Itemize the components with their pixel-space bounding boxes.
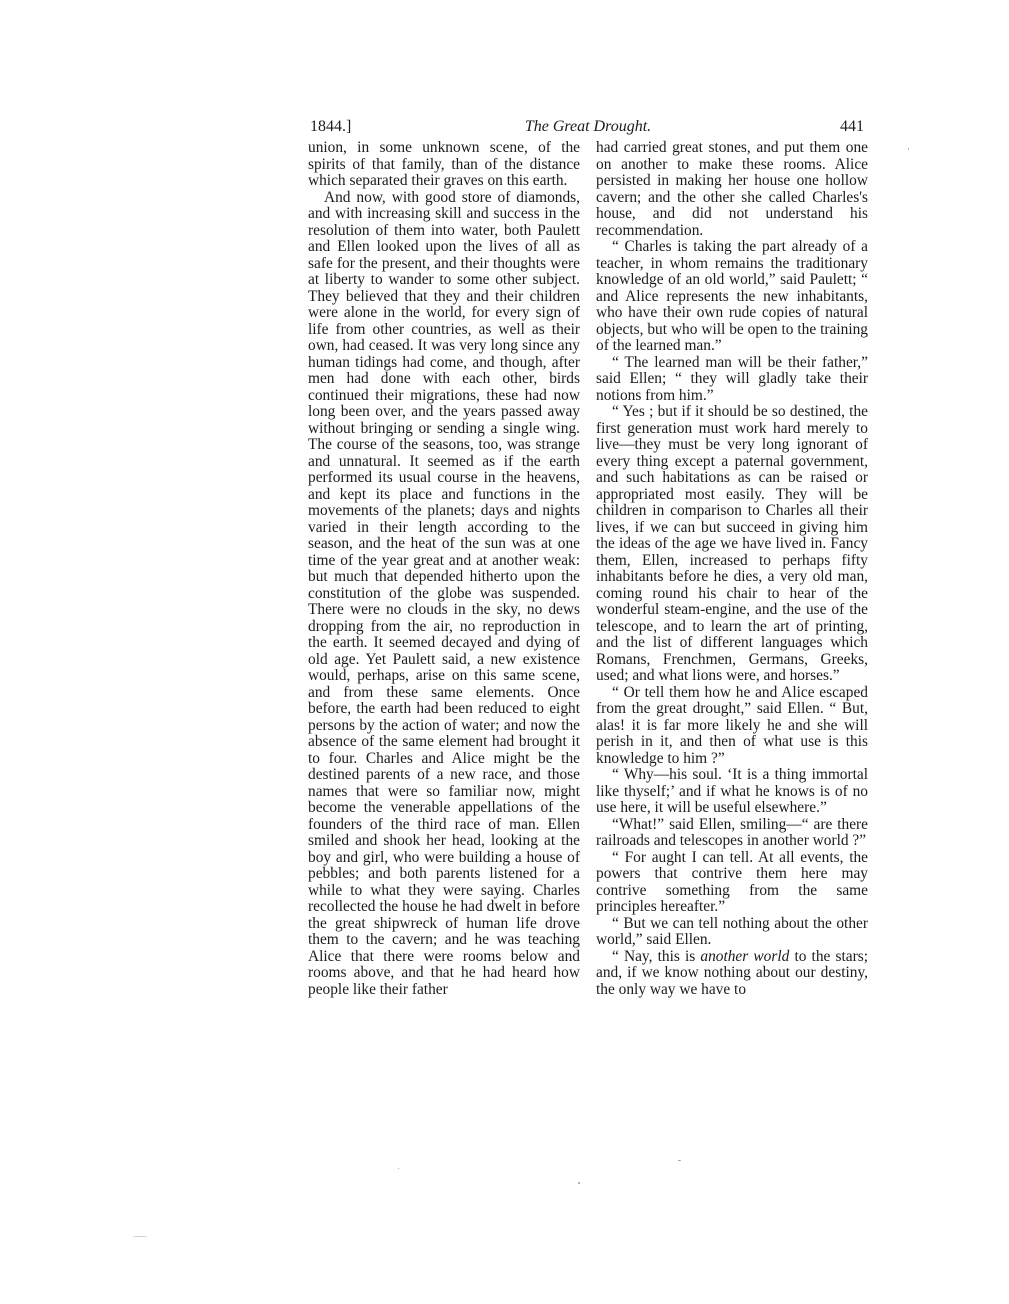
text-run: to the stars; and, if we know nothing about our destiny, the only way we have to — [596, 947, 868, 998]
left-column — [308, 140, 580, 998]
paragraph: “ Or tell them how he and Alice escaped from the great drought,” said Ellen. “ But, alas! it is far more likely he and she will perish in it, and then of what use is this knowledge to him ?” — [596, 683, 868, 767]
text-columns — [308, 140, 868, 998]
scan-speck — [678, 1160, 681, 1161]
paragraph: “ Why—his soul. ‘It is a thing immortal like thyself;’ and if what he knows is of no use here, it will be useful elsewhere.” — [596, 766, 868, 816]
right-column — [596, 140, 868, 998]
page-number: 441 — [840, 118, 864, 135]
scan-speck — [578, 1182, 580, 1184]
scan-speck — [132, 1236, 148, 1237]
text-run: “ Nay, this is — [612, 947, 701, 965]
paragraph: “ The learned man will be their father,” said Ellen; “ they will gladly take their notions from him.” — [596, 353, 868, 404]
paragraph — [596, 949, 868, 999]
paragraph: had carried great stones, and put them one on another to make these rooms. Alice persisted in making her house one hollow cavern; and the other she called Charles's house, and did not understand his recommendation. — [596, 139, 868, 239]
scan-speck — [908, 148, 909, 150]
running-header — [308, 118, 868, 140]
document-page — [308, 118, 868, 998]
italic-phrase: another world — [700, 947, 790, 965]
paragraph: “ For aught I can tell. At all events, the powers that contrive them here may contrive something from the same principles hereafter.” — [596, 848, 868, 915]
scan-speck — [398, 1168, 399, 1169]
header-title: The Great Drought. — [524, 118, 652, 135]
paragraph: “ Yes ; but if it should be so destined, the first generation must work hard merely to live—they must be very long ignorant of every thing except a paternal government, and such habitations as can be raised or appropriated most easily. They will be children in comparison to Charles all their lives, if we can but succeed in giving him the ideas of the age we have lived in. Fancy them, Ellen, increased to perhaps fifty inhabitants before he dies, a very old man, coming round his chair to hear of the wonderful steam-engine, and the use of the telescope, and to learn the art of printing, and the list of different languages which Romans, Frenchmen, Germans, Greeks, used; and what lions were, and horses.” — [596, 403, 868, 684]
paragraph: “ But we can tell nothing about the other world,” said Ellen. — [596, 914, 868, 948]
paragraph: union, in some unknown scene, of the spirits of that family, than of the distance which separated their graves on this earth. — [308, 139, 580, 189]
paragraph: “ Charles is taking the part already of a teacher, in whom remains the traditionary knowledge of an old world,” said Paulett; “ and Alice represents the new inhabitants, who have their own rude copies of natural objects, but who will be open to the training of the learned man.” — [596, 238, 868, 354]
paragraph: “What!” said Ellen, smiling—“ are there railroads and telescopes in another world ?” — [596, 815, 868, 849]
header-date: 1844.] — [310, 118, 352, 135]
paragraph: And now, with good store of diamonds, and with increasing skill and success in the resolution of them into water, both Paulett and Ellen looked upon the lives of all as safe for the present, and their thoughts were at liberty to wander to some other subject. They believed that they and their children were alone in the world, for every sign of life from other countries, as well as their own, had ceased. It was very long since any human tidings had come, and though, after men had done with each other, birds continued their migrations, these had now long been over, and the years passed away without bringing or sending a single wing. The course of the seasons, too, was strange and unnatural. It seemed as if the earth performed its usual course in the heavens, and kept its place and functions in the movements of the planets; days and nights varied in their length according to the season, and the heat of the sun was at one time of the year great and at another weak: but much that depended hitherto upon the constitution of the globe was suspended. There were no clouds in the sky, no dews dropping from the air, no reproduction in the earth. It seemed decayed and dying of old age. Yet Paulett said, a new existence would, perhaps, arise on this same scene, and from these same elements. Once before, the earth had been reduced to eight persons by the action of water; and now the absence of the same element had brought it to four. Charles and Alice might be the destined parents of a new race, and those names that were so familiar now, might become the venerable appellations of the founders of the third race of man. Ellen smiled and shook her head, looking at the boy and girl, who were building a house of pebbles; and both parents listened for a while to what they were saying. Charles recollected the house he had dwelt in before the great shipwreck of human life drove them to the cavern; and he was teaching Alice that there were rooms below and rooms above, and that he had heard how people like their father — [308, 188, 580, 998]
